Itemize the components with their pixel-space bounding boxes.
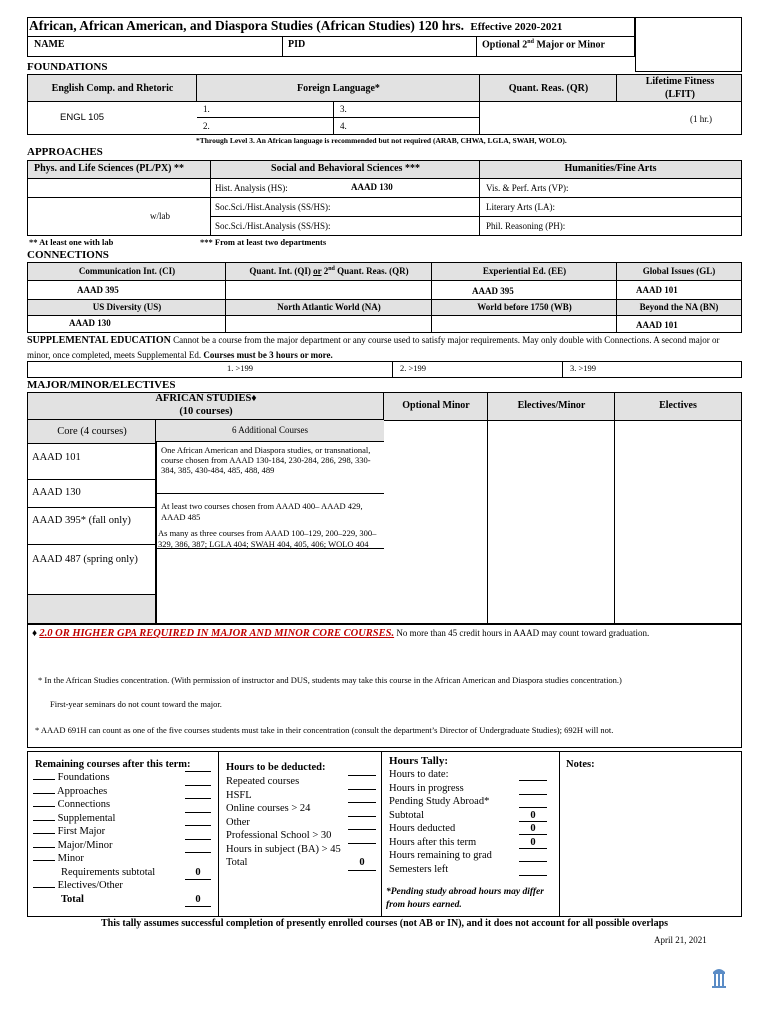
lfit-hours: (1 hr.) [690,114,712,124]
deducted-item-label: Repeated courses [226,776,300,787]
name-label: NAME [34,39,65,50]
na-slot[interactable] [226,316,432,332]
supp-slot-2-label: 2. >199 [400,363,427,373]
pid-field[interactable] [476,36,477,57]
deducted-row[interactable] [226,775,378,789]
la-label: Literary Arts (LA): [486,202,555,212]
qi-slot[interactable] [226,281,432,300]
tally-row[interactable] [389,849,555,863]
pending-note: *Pending study abroad hours may differ from hours earned. [386,887,544,910]
approaches-note-2-text: *** From at least two departments [200,237,327,247]
remaining-item-label: Minor [57,853,84,864]
foundations-note: *Through Level 3. An African language is recommended but not required (ARAB, CHWA, LGLA, SWAH, WOLO). [196,136,567,145]
optional-major-label: Optional 2nd Major or Minor [482,39,605,51]
remaining-row[interactable] [33,879,213,893]
tally-item-value: 0 [519,822,547,835]
notes-area[interactable] [561,752,741,916]
qi-label: Quant. Int. (QI) or 2nd Quant. Reas. (QR) [249,266,409,276]
connections-heading: CONNECTIONS [27,249,109,261]
additional-3-line [156,548,384,549]
supplemental-bold: Courses must be 3 hours or more. [203,350,333,360]
sbs-label: Social and Behavioral Sciences *** [271,163,420,174]
deducted-item-label: Professional School > 30 [226,830,332,841]
foundations-heading: FOUNDATIONS [27,61,108,73]
foreign-label: Foreign Language* [297,83,380,94]
pl-slot-2[interactable] [28,198,211,235]
ci-label: Communication Int. (CI) [78,266,176,276]
core-course-2: AAAD 130 [32,487,81,498]
ss1-label: Soc.Sci./Hist.Analysis (SS/HS): [215,202,331,212]
additional-1-line [156,493,384,494]
note-first-year: First-year seminars do not count toward the major. [50,699,222,709]
ee-course: AAAD 395 [472,286,514,296]
approaches-heading: APPROACHES [27,146,103,158]
tally-item-value: 0 [519,809,547,822]
additional-2: At least two courses chosen from AAAD 400– AAAD 429, AAAD 485 [161,501,363,522]
remaining-list [33,771,213,906]
english-label: English Comp. and Rhetoric [51,83,174,94]
remaining-heading: Remaining courses after this term: [35,759,191,770]
ci-slot[interactable] [28,281,226,300]
deducted-row[interactable] [226,843,378,857]
bn-label: Beyond the NA (BN) [639,302,719,312]
core-slot-3[interactable] [28,508,156,545]
additional-1: One African American and Diaspora studies, or transnational, course chosen from AAAD 130-184, 230-284, 286, 298, 330-384, 385, 430-484, 485, 488, 489 [161,445,371,475]
gl-course: AAAD 101 [636,285,678,295]
remaining-item-label: Connections [57,799,111,810]
electives-col[interactable] [615,420,741,623]
us-course: AAAD 130 [69,318,111,328]
optional-major-box[interactable] [635,17,742,72]
tally-item-value: 0 [519,836,547,849]
name-field[interactable] [282,36,283,57]
approaches-note-2 [200,237,326,247]
notes-label: Notes: [566,759,595,770]
six-divider [156,442,157,623]
electives-minor-col[interactable] [488,420,615,623]
tally-item-value [519,782,547,795]
tally-item-label: Pending Study Abroad* [389,796,490,807]
ss2-label: Soc.Sci./Hist.Analysis (SS/HS): [215,221,331,231]
fl-slot-2-label: 2. [203,121,210,131]
remaining-item-label: Major/Minor [57,839,113,851]
supp-slot-1-label: 1. >199 [227,363,254,373]
hfa-label: Humanities/Fine Arts [564,163,657,174]
old-well-logo [711,966,727,990]
electives-label: Electives [659,400,697,411]
ee-label: Experiential Ed. (EE) [482,266,567,276]
major-heading: MAJOR/MINOR/ELECTIVES [27,379,176,391]
tally-item-label: Hours deducted [389,823,456,834]
tally-row[interactable] [389,768,555,782]
tally-item-value [519,768,547,781]
fl-slot-4-label: 4. [340,121,347,131]
remaining-item-label: First Major [57,826,106,837]
deducted-row[interactable] [226,816,378,830]
remaining-row[interactable] [33,785,213,799]
deducted-row[interactable] [226,829,378,843]
ee-slot[interactable] [432,281,617,300]
tally-item-value [519,795,547,808]
remaining-row[interactable] [33,798,213,812]
fl-slot-3[interactable] [334,102,480,118]
na-label: North Atlantic World (NA) [277,302,381,312]
remaining-row[interactable] [33,825,213,839]
tally-item-value [519,863,547,876]
us-label: US Diversity (US) [92,302,162,312]
fl-slot-4[interactable] [334,118,480,135]
electives-other-label: Electives/Other [57,880,123,891]
tally-item-label: Subtotal [389,809,425,821]
core-slot-4[interactable] [28,545,156,595]
tally-row[interactable] [389,795,555,809]
tally-item-label: Semesters left [389,863,449,875]
approaches-note-1: ** At least one with lab [29,237,114,247]
deducted-heading: Hours to be deducted: [226,762,326,773]
subtotal-row [33,866,213,880]
total-label: Total [61,893,84,905]
remaining-row[interactable] [33,852,213,866]
remaining-item-label: Foundations [57,772,110,783]
note-star-2: * AAAD 691H can count as one of the five courses students must take in their concentration (consult the department’s Director of Undergraduate Studies); 692H will not. [35,725,614,735]
tally-item-label: Hours remaining to grad [389,850,492,861]
tally-row[interactable] [389,782,555,796]
note-star-1: * In the African Studies concentration. (With permission of instructor and DUS, students may take this course in the African American and Diaspora studies concentration.) [38,675,622,685]
lfit-label: Lifetime Fitness (LFIT) [645,76,715,100]
supp-slot-3-label[interactable]: 3. >199 [570,363,597,373]
hs-course: AAAD 130 [351,182,393,192]
remaining-row[interactable] [33,812,213,826]
tally-item-label: Hours in progress [389,782,464,794]
english-course[interactable]: ENGL 105 [60,112,105,123]
electives-minor-label: Electives/Minor [517,400,586,411]
supplemental-text [27,333,742,362]
total-value: 0 [185,893,211,908]
revision-date: April 21, 2021 [654,935,707,945]
tally-list [389,768,555,876]
deducted-item-label: Online courses > 24 [226,803,311,814]
core-course-1: AAAD 101 [32,452,81,463]
core-course-3: AAAD 395* (fall only) [32,515,131,526]
deducted-item-label: Hours in subject (BA) > 45 [226,843,341,855]
ten-courses-label: (10 courses) [179,406,233,417]
core-label: Core (4 courses) [57,426,127,437]
tally-heading: Hours Tally: [389,755,448,767]
deducted-total-row [226,856,378,870]
pl-slot-1[interactable] [28,179,211,198]
gl-label: Global Issues (GL) [642,266,716,276]
core-gray-block [28,595,156,623]
subtotal-value: 0 [185,866,211,881]
remaining-row[interactable] [33,771,213,785]
ci-course: AAAD 395 [77,285,119,295]
pl-label: Phys. and Life Sciences (PL/PX) ** [34,163,184,174]
gpa-requirement: 2.0 OR HIGHER GPA REQUIRED IN MAJOR AND MINOR CORE COURSES. [39,628,395,639]
old-well-logo-icon [711,966,727,990]
supplemental-body: Cannot be a course from the major department or any course used to satisfy major requirements. May only double with Connections. A second major or minor, once completed, meets Supplemental Ed. [27,335,720,360]
fl-slot-3-label: 3. [340,104,347,114]
tally-item-value [519,849,547,862]
us-slot[interactable] [28,316,226,332]
remaining-item-label: Supplemental [57,812,116,824]
fl-slot-1-label: 1. [203,104,210,114]
form-title [29,18,562,34]
deducted-row[interactable] [226,789,378,803]
qr-label: Quant. Reas. (QR) [508,83,589,94]
footer-note: This tally assumes successful completion of presently enrolled courses (not AB or IN), and it does not account for all possible overlaps [100,918,669,929]
additional-3: As many as three courses from AAAD 100–129, 200–229, 300–329, 386, 387; LGLA 404; SWAH 404, 405, 406; WOLO 404 [158,528,377,549]
tally-row[interactable] [389,822,555,836]
ph-label: Phil. Reasoning (PH): [486,221,566,231]
deducted-item-label: Other [226,816,250,828]
optional-minor-col[interactable] [384,420,488,623]
deducted-row[interactable] [226,802,378,816]
wb-slot[interactable] [432,316,617,332]
hs-label: Hist. Analysis (HS): [215,183,288,193]
tally-row[interactable] [389,836,555,850]
optional-minor-label: Optional Minor [402,400,470,411]
deducted-list [226,775,378,870]
diamond-icon: ♦ [32,628,38,639]
six-label: 6 Additional Courses [232,425,308,435]
header-divider [27,36,635,37]
core-course-4: AAAD 487 (spring only) [32,554,138,565]
remaining-item-label: Approaches [57,785,108,797]
deducted-total-value: 0 [348,856,376,871]
deducted-item-label: HSFL [226,789,252,801]
remaining-row[interactable] [33,839,213,853]
supplemental-heading: SUPPLEMENTAL EDUCATION [27,335,171,346]
gpa-rest: No more than 45 credit hours in AAAD may count toward graduation. [396,628,650,638]
african-label: AFRICAN STUDIES♦ [155,393,257,404]
deducted-total-label: Total [226,857,248,868]
effective-text: Effective 2020-2021 [470,21,563,33]
tally-row[interactable] [389,863,555,877]
tally-item-label: Hours after this term [389,836,477,848]
tally-row[interactable] [389,809,555,823]
title-text: African, African American, and Diaspora Studies (African Studies) 120 hrs. [29,18,464,33]
fl-slot-1[interactable] [197,102,334,118]
subtotal-label: Requirements subtotal [61,866,156,878]
wb-label: World before 1750 (WB) [477,302,572,312]
gpa-note [32,626,732,641]
total-row [33,893,213,907]
fl-slot-2[interactable] [197,118,334,135]
vp-label: Vis. & Perf. Arts (VP): [486,183,569,193]
pid-label: PID [288,39,306,50]
tally-item-label: Hours to date: [389,769,449,780]
wlab-label: w/lab [150,211,170,221]
bn-course[interactable]: AAAD 101 [636,320,678,330]
